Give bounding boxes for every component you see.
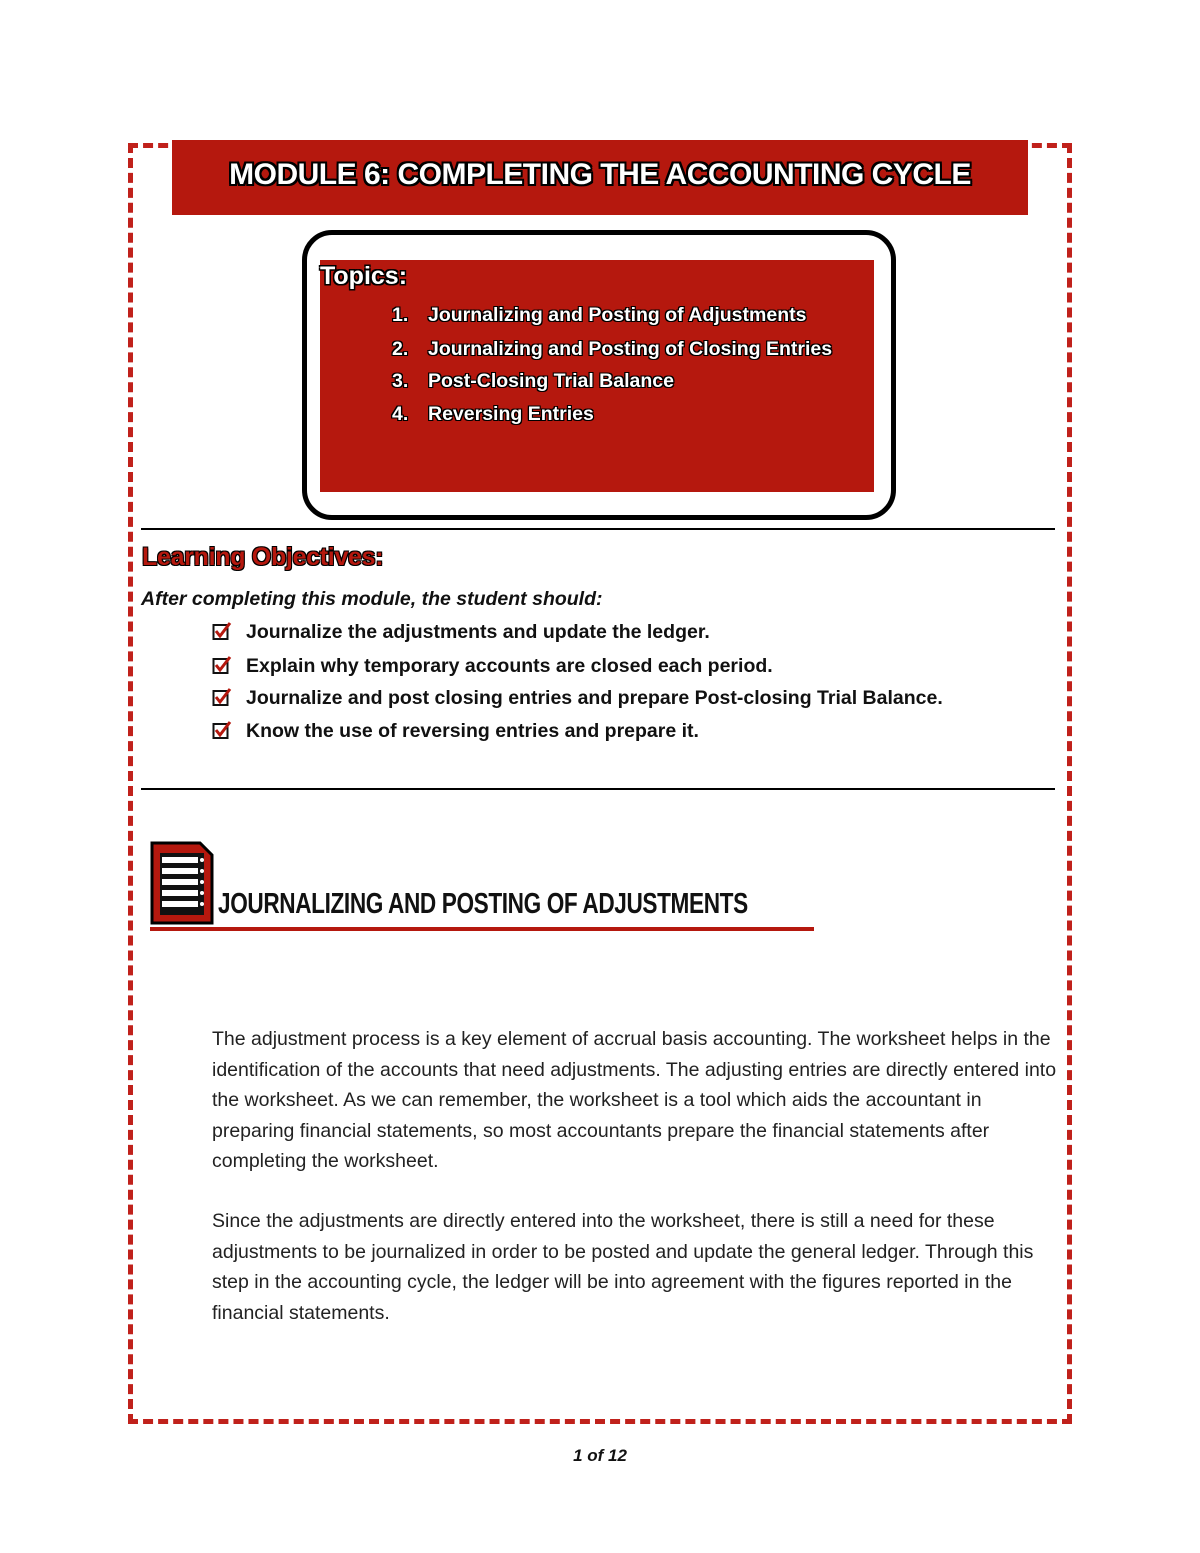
topic-item bbox=[392, 370, 674, 393]
section-title: JOURNALIZING AND POSTING OF ADJUSTMENTS bbox=[218, 888, 748, 920]
body-paragraph: The adjustment process is a key element of accrual basis accounting. The worksheet helps in the identification of the accounts that need adjustments. The adjusting entries are directly entered into the worksheet. As we can remember, the worksheet is a tool which aids the accountant in preparing financial statements, so most accountants prepare the financial statements after completing the worksheet. bbox=[212, 1028, 1057, 1173]
topic-label: Journalizing and Posting of Closing Entries bbox=[428, 338, 833, 360]
topic-number: 2. bbox=[392, 338, 409, 360]
topics-box bbox=[320, 260, 874, 492]
topic-number: 1. bbox=[392, 304, 409, 326]
body-paragraph: Since the adjustments are directly entered into the worksheet, there is still a need for these adjustments to be journalized in order to be posted and update the general ledger. Through this step in the accounting cycle, the ledger will be into agreement with the figures reported in the financial statements. bbox=[212, 1210, 1034, 1324]
objective-text: Journalize and post closing entries and prepare Post-closing Trial Balance. bbox=[246, 687, 943, 709]
objective-item bbox=[212, 621, 710, 644]
checkbox-checked-icon bbox=[212, 687, 232, 707]
topic-label: Reversing Entries bbox=[428, 403, 594, 425]
topic-item bbox=[392, 338, 832, 361]
checkbox-checked-icon bbox=[212, 655, 232, 675]
module-title-banner bbox=[172, 140, 1028, 215]
objective-text: Know the use of reversing entries and prepare it. bbox=[246, 720, 699, 742]
divider-top bbox=[141, 528, 1055, 530]
section-underline bbox=[150, 927, 814, 931]
topic-number: 3. bbox=[392, 370, 409, 392]
topic-label: Journalizing and Posting of Adjustments bbox=[428, 304, 807, 326]
page-number: 1 of 12 bbox=[573, 1446, 627, 1465]
topic-item bbox=[392, 403, 594, 426]
objective-text: Explain why temporary accounts are closed each period. bbox=[246, 655, 773, 677]
objective-item bbox=[212, 720, 699, 743]
learning-objectives-intro: After completing this module, the student should: bbox=[141, 588, 603, 610]
checkbox-checked-icon bbox=[212, 621, 232, 641]
learning-objectives-heading: Learning Objectives: bbox=[142, 543, 384, 571]
objective-item bbox=[212, 687, 943, 710]
topic-item bbox=[392, 304, 806, 327]
checkbox-checked-icon bbox=[212, 720, 232, 740]
document-list-icon bbox=[150, 841, 214, 925]
module-title: MODULE 6: COMPLETING THE ACCOUNTING CYCLE bbox=[229, 158, 971, 191]
topic-label: Post-Closing Trial Balance bbox=[428, 370, 674, 392]
objective-item bbox=[212, 655, 773, 678]
topic-number: 4. bbox=[392, 403, 409, 425]
objective-text: Journalize the adjustments and update the ledger. bbox=[246, 621, 710, 643]
topics-heading: Topics: bbox=[320, 262, 408, 290]
divider-bottom bbox=[141, 788, 1055, 790]
